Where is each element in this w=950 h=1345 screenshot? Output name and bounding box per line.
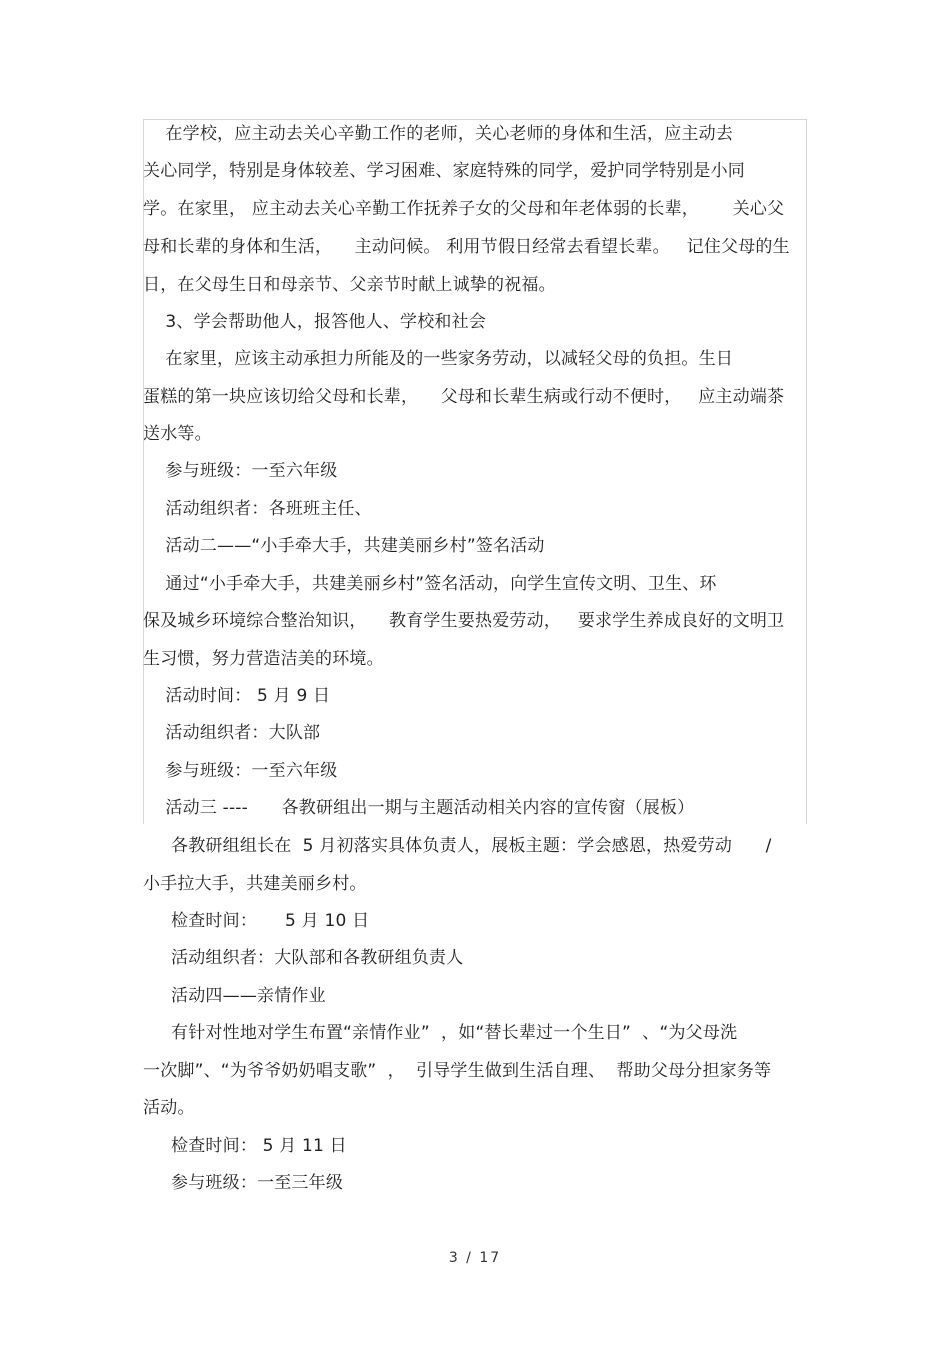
paragraph-line: 生习惯，努力营造洁美的环境。: [143, 649, 384, 669]
info-line: 参与班级：一至三年级: [143, 1173, 344, 1193]
info-line: 检查时间： 5 月 10 日: [143, 911, 370, 931]
info-line: 活动组织者：大队部: [143, 723, 321, 743]
paragraph-line: 在学校，应主动去关心辛勤工作的老师，关心老师的身体和生活，应主动去: [143, 124, 734, 144]
paragraph-line: 有针对性地对学生布置“亲情作业” ，如“替长辈过一个生日” 、“为父母洗: [143, 1023, 738, 1043]
section-heading: 3、学会帮助他人，报答他人、学校和社会: [143, 312, 487, 332]
paragraph-line: 日，在父母生日和母亲节、父亲节时献上诚挚的祝福。: [143, 275, 556, 295]
frame-right-border: [806, 119, 807, 824]
paragraph-line: 在家里，应该主动承担力所能及的一些家务劳动，以减轻父母的负担。生日: [143, 349, 734, 369]
info-line: 检查时间： 5 月 11 日: [143, 1136, 347, 1156]
activity-heading: 活动三 ---- 各教研组出一期与主题活动相关内容的宣传窗（展板）: [143, 798, 695, 818]
paragraph-line: 各教研组组长在 5 月初落实具体负责人，展板主题：学会感恩，热爱劳动 /: [143, 836, 772, 856]
activity-heading: 活动四——亲情作业: [143, 986, 326, 1006]
info-line: 活动组织者：各班班主任、: [143, 499, 372, 519]
paragraph-line: 一次脚”、“为爷爷奶奶唱支歌” ， 引导学生做到生活自理、 帮助父母分担家务等: [143, 1061, 772, 1081]
activity-heading: 活动二——“小手牵大手，共建美丽乡村”签名活动: [143, 536, 545, 556]
page-number: 3 / 17: [448, 1250, 502, 1266]
frame-top-border: [143, 119, 806, 120]
paragraph-line: 母和长辈的身体和生活， 主动问候。 利用节假日经常去看望长辈。 记住父母的生: [143, 237, 790, 257]
info-line: 参与班级：一至六年级: [143, 761, 338, 781]
paragraph-line: 活动。: [143, 1098, 195, 1118]
paragraph-line: 学。在家里， 应主动去关心辛勤工作抚养子女的父母和年老体弱的长辈， 关心父: [143, 199, 785, 219]
paragraph-line: 通过“小手牵大手，共建美丽乡村”签名活动，向学生宣传文明、卫生、环: [143, 574, 717, 594]
info-line: 活动时间： 5 月 9 日: [143, 686, 331, 706]
info-line: 参与班级：一至六年级: [143, 461, 338, 481]
paragraph-line: 蛋糕的第一块应该切给父母和长辈， 父母和长辈生病或行动不便时， 应主动端茶: [143, 387, 785, 407]
paragraph-line: 小手拉大手，共建美丽乡村。: [143, 874, 367, 894]
info-line: 活动组织者：大队部和各教研组负责人: [143, 948, 464, 968]
paragraph-line: 送水等。: [143, 424, 212, 444]
paragraph-line: 保及城乡环境综合整治知识， 教育学生要热爱劳动， 要求学生养成良好的文明卫: [143, 611, 785, 631]
paragraph-line: 关心同学，特别是身体较差、学习困难、家庭特殊的同学，爱护同学特别是小同: [143, 161, 745, 181]
